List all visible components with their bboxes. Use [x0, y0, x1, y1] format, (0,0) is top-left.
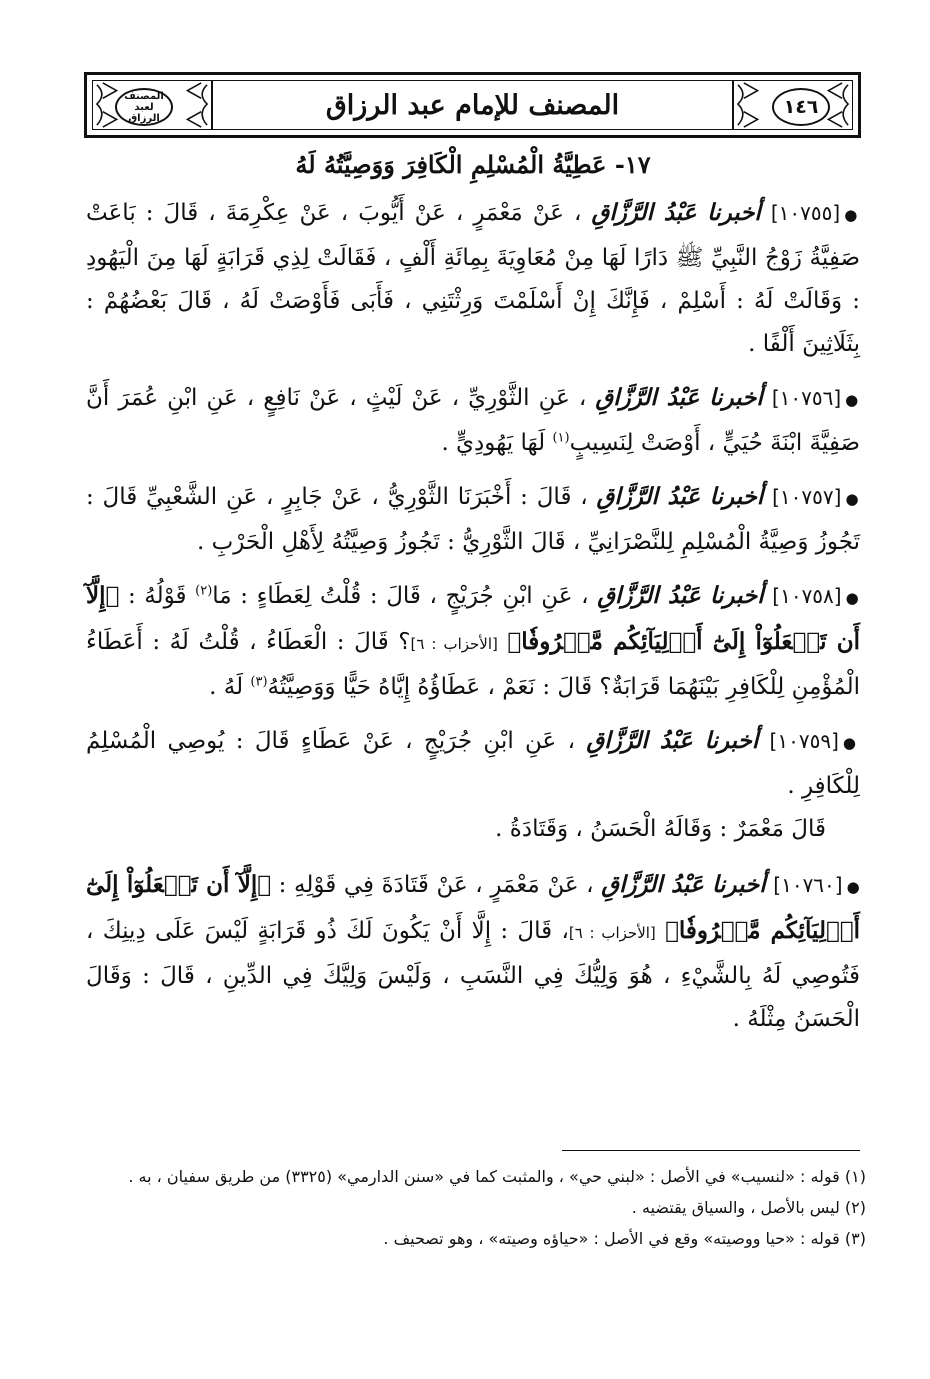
- footnotes: [86, 1163, 866, 1256]
- header-ornament-left: [93, 81, 213, 129]
- header-frame: [92, 80, 853, 130]
- footnote-marker[interactable]: (٢): [195, 583, 213, 599]
- hadith-lead: أخبرنا عَبْدُ الرَّزَّاقِ: [597, 582, 764, 609]
- hadith-text: ؟ قَالَ : الْعَطَاءُ ، قُلْتُ لَهُ : أَعَطَاءُ الْمُؤْمِنِ لِلْكَافِرِ بَيْنَهُمَا قَرَابَةٌ؟ قَالَ : نَعَمْ ، عَطَاؤُهُ إِيَّاهُ حَيًّا وَوَصِيَّتُهُ: [86, 629, 860, 700]
- hadith-lead: أخبرنا عَبْدُ الرَّزَّاقِ: [586, 727, 759, 754]
- page-number: ١٤٦: [783, 96, 819, 118]
- verse-reference: [الأحزاب : ٦]: [568, 924, 656, 942]
- quran-verse: ﴿إِلَّآ أَن تَفۡعَلُوٓاْ إِلَىٰٓ أَوۡلِيَآئِكُم مَّعۡرُوفٗا﴾: [86, 871, 860, 944]
- quran-verse: ﴿إِلَّآ أَن تَفۡعَلُوٓاْ إِلَىٰٓ أَوۡلِيَآئِكُم مَّعۡرُوفٗا﴾: [86, 582, 860, 655]
- hadith-entry: [86, 376, 860, 465]
- book-logo: [115, 88, 173, 126]
- hadith-entry: [86, 475, 860, 564]
- hadith-text: ، عَنِ ابْنِ جُرَيْجٍ ، عَنْ عَطَاءٍ قَالَ : يُوصِي الْمُسْلِمُ لِلْكَافِرِ .: [86, 728, 860, 799]
- bullet-icon: ●: [845, 589, 861, 607]
- book-title: المصنف للإمام عبد الرزاق: [325, 89, 620, 121]
- hadith-number: [١٠٧٥٦]: [771, 386, 842, 410]
- page-header: [84, 72, 861, 138]
- hadith-entry: [86, 719, 860, 808]
- bullet-icon: ●: [845, 490, 861, 508]
- hadith-entry: [86, 863, 860, 1041]
- hadith-number: [١٠٧٦٠]: [773, 873, 843, 897]
- hadith-text: ، قَالَ : أَخْبَرَنَا الثَّوْرِيُّ ، عَنْ جَابِرٍ ، عَنِ الشَّعْبِيِّ قَالَ : تَجُوزُ وَصِيَّةُ الْمُسْلِمِ لِلنَّصْرَانِيِّ ، قَالَ الثَّوْرِيُّ : تَجُوزُ وَصِيَّتُهُ لِأَهْلِ الْحَرْبِ .: [86, 484, 860, 555]
- bullet-icon: ●: [844, 206, 861, 224]
- hadith-number: [١٠٧٥٧]: [772, 485, 842, 509]
- bullet-icon: ●: [846, 878, 860, 896]
- footnote-marker[interactable]: (١): [552, 430, 570, 446]
- page-number-badge: [772, 88, 830, 126]
- hadith-number: [١٠٧٥٥]: [770, 201, 841, 225]
- verse-reference: [الأحزاب : ٦]: [410, 635, 498, 653]
- hadith-text: ، قَالَ : إِلَّا أَنْ يَكُونَ لَكَ ذُو قَرَابَةٍ لَيْسَ عَلَى دِينِكَ ، فَتُوصِي لَهُ بِالشَّيْءِ ، هُوَ وَلِيُّكَ فِي النَّسَبِ ، وَلَيْسَ وَلِيَّكَ فِي الدِّينِ ، قَالَ : وَقَالَ الْحَسَنُ مِثْلَهُ .: [86, 918, 860, 1032]
- footnote-marker[interactable]: (٣): [250, 674, 268, 690]
- hadith-entry: [86, 191, 860, 366]
- hadith-text: ، عَنِ ابْنِ جُرَيْجٍ ، قَالَ : قُلْتُ لِعَطَاءٍ : مَا: [212, 583, 589, 609]
- chapter-title: ١٧- عَطِيَّةُ الْمُسْلِمِ الْكَافِرَ وَوَصِيَّتُهُ لَهُ: [295, 150, 651, 179]
- main-text: [86, 150, 860, 1051]
- bullet-icon: ●: [842, 734, 860, 752]
- footnote-divider: [562, 1150, 860, 1151]
- hadith-number: [١٠٧٥٩]: [769, 729, 839, 753]
- hadith-lead: أخبرنا عَبْدُ الرَّزَّاقِ: [601, 871, 766, 898]
- book-logo-text: المصنف لعبد الرزاق: [124, 90, 164, 124]
- hadith-text: ، عَنْ مَعْمَرٍ ، عَنْ قَتَادَةَ فِي قَوْلِهِ :: [278, 872, 594, 898]
- hadith-followup: قَالَ مَعْمَرٌ : وَقَالَهُ الْحَسَنُ ، وَقَتَادَةُ .: [495, 816, 826, 842]
- footnote: (١) قوله : «لنسيب» في الأصل : «لبني حي» ، والمثبت كما في «سنن الدارمي» (٣٣٢٥) من طريق سفيان ، به .: [128, 1167, 866, 1186]
- footnote: (٢) ليس بالأصل ، والسياق يقتضيه .: [631, 1198, 866, 1217]
- header-ornament-right: [732, 81, 852, 129]
- hadith-text: ، عَنِ الثَّوْرِيِّ ، عَنْ لَيْثٍ ، عَنْ نَافِعٍ ، عَنِ ابْنِ عُمَرَ أَنَّ صَفِيَّةَ ابْنَةَ حُيَيٍّ ، أَوْصَتْ لِنَسِيبٍ: [86, 385, 860, 456]
- hadith-text: قَوْلُهُ :: [127, 583, 187, 609]
- hadith-text: لَهَا يَهُودِيٍّ .: [441, 430, 546, 456]
- hadith-entry: [86, 574, 860, 709]
- hadith-lead: أخبرنا عَبْدُ الرَّزَّاقِ: [596, 483, 764, 510]
- footnote: (٣) قوله : «حيا ووصيته» وقع في الأصل : «حياؤه وصيته» ، وهو تصحيف .: [383, 1229, 866, 1248]
- hadith-lead: أخبرنا عَبْدُ الرَّزَّاقِ: [595, 384, 763, 411]
- bullet-icon: ●: [845, 391, 861, 409]
- hadith-lead: أخبرنا عَبْدُ الرَّزَّاقِ: [591, 199, 761, 226]
- hadith-text: ، عَنْ مَعْمَرٍ ، عَنْ أَيُّوبَ ، عَنْ عِكْرِمَةَ ، قَالَ : بَاعَتْ صَفِيَّةُ زَوْجُ النَّبِيِّ ﷺ دَارًا لَهَا مِنْ مُعَاوِيَةَ بِمِائَةِ أَلْفٍ ، فَقَالَتْ لِذِي قَرَابَةٍ لَهَا مِنَ الْيَهُودِ : وَقَالَتْ لَهُ : أَسْلِمْ ، فَإِنَّكَ إِنْ أَسْلَمْتَ وَرِثْتَنِي ، فَأَبَى فَأَوْصَتْ لَهُ ، قَالَ بَعْضُهُمْ : بِثَلَاثِينَ أَلْفًا .: [86, 200, 860, 357]
- hadith-text: لَهُ .: [209, 674, 244, 700]
- hadith-number: [١٠٧٥٨]: [772, 584, 842, 608]
